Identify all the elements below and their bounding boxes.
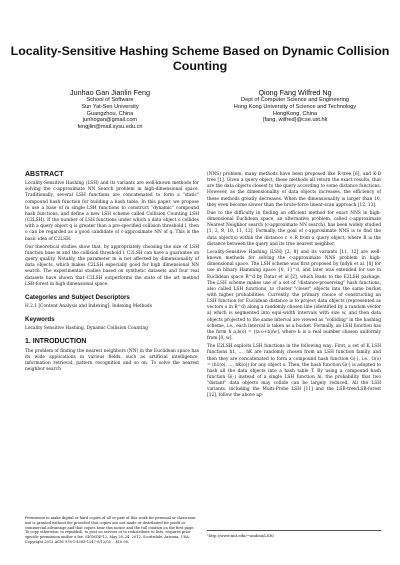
paper-title: Locality-Sensitive Hashing Scheme Based on Dynamic Collision Counting (10, 44, 390, 73)
right-column (207, 172, 381, 402)
footnote: ¹http://www.mit.edu/~andoni/LSH/ (207, 530, 381, 538)
author-email: junhogan@gmail.com (82, 117, 138, 124)
author-affil: Sun Yat-Sen University (81, 103, 139, 110)
author-names: Qiong Fang Wilfred Ng (258, 88, 332, 97)
author-email: fengjlin@mail.sysu.edu.cn (77, 124, 143, 131)
left-column (25, 172, 199, 375)
author-affil: Guangzhou, China (86, 110, 134, 117)
introduction-heading: 1. INTRODUCTION (25, 338, 87, 346)
author-block-1 (30, 88, 190, 131)
body-paragraph: The E2LSH exploits LSH functions in the following way: First, a set of K LSH functions h1, ..., hK are randomly chosen from an LSH function family, and then they are concatenated to form a compound hash function G(·), i.e., G(o) = (h1(o), ..., hK(o)) for any object o. Then, the hash function G(·) is adopted to hash all the data objects into a hash table T. By using a compound hash function G(·) instead of a single LSH function hi, the probability that two "distant" data objects may collide can be largely reduced. All the LSH variants, including the Multi-Probe LSH [11] and the LSB-tree/LSB-forest [12], follow the above ap- (207, 344, 381, 399)
introduction-text: The problem of finding the nearest neighbors (NN) in the Euclidean space has its wide applications in various fields, such as artificial intelligence, information retrieval, pattern recognition and so on. To solve the nearest neighbor search (25, 348, 199, 373)
author-affil: Dept of Computer Science and Engineering (241, 97, 349, 103)
permission-notice: Permission to make digital or hard copies of all or part of this work for personal or classroom use is granted without fee provided that copies are not made or distributed for profit or commercial advantage and that copies bear this notice and the full citation on the first page. To copy otherwise, to republish, to post on servers or to redistribute to lists, requires prior specific permission and/or a fee. SIGMOD'12, May 20–24, 2012, Scottsdale, Arizona, USA. Copyright 2012 ACM 978-1-4503-1247-9/12/05 ...$10.00. (25, 516, 196, 544)
author-affil: Hong Kong University of Science and Technology (233, 103, 357, 110)
keywords-text: Locality Sensitive Hashing, Dynamic Collision Counting (25, 326, 148, 332)
abstract-text: Locality-Sensitive Hashing (LSH) and its variants are well-known methods for solving the c-approximate NN Search problem in high-dimensional space. Traditionally, several LSH functions are concatenated to form a "static" compound hash function for building a hash table. In this paper, we propose to use a base of m single LSH functions to construct "dynamic" compound hash functions, and define a new LSH scheme called Collision Counting LSH (C2LSH). If the number of LSH functions under which a data object o collides with a query object q is greater than a pre-specified collision threshold l, then o can be regarded as a good candidate of c-approximate NN of q. This is the basic idea of C2LSH. (25, 181, 199, 242)
abstract-text-2: Our theoretical studies show that, by appropriately choosing the size of LSH function base m and the collision threshold l, C2LSH can have a guarantee on query quality. Notably, the parameter m is not affected by dimensionality of data objects, which makes C2LSH especially good for high dimensional NN search. The experimental studies based on synthetic datasets and four real datasets have shown that C2LSH outperforms the state of the art method LSB-forest in high dimensional space. (25, 244, 199, 287)
categories-heading: Categories and Subject Descriptors (25, 293, 130, 301)
author-affil: HongKong, China (272, 110, 318, 117)
keywords-heading: Keywords (25, 316, 55, 324)
author-block-2 (205, 88, 385, 124)
author-names: Junhao Gan Jianlin Feng (70, 88, 150, 97)
author-email: {fang, wilfred}@cse.ust.hk (262, 117, 328, 124)
body-paragraph: Locality-Sensitive Hashing (LSH) [2, 8] and its variants [11, 12] are well-known methods for solving the c-approximate NNS problem in high-dimensional space. The LSH scheme was first proposed by Indyk et al. [8] for use in binary Hamming space {0, 1}^d, and later was extended for use in Euclidean space R^d by Datar et al [2], which leads to the E2LSH package. The LSH scheme makes use of a set of "distance-preserving" hash functions, also called LSH functions, to cluster "closer" objects into the same bucket with higher probabilities. Currently, the primary choice of constructing an LSH function for Euclidean distance is to project data objects (represented as vectors o in R^d) along a randomly chosen line (identified by a random vector a) which is segmented into equi-width intervals with size w, and then data objects projected to the same interval are viewed as "colliding" in the hashing scheme, i.e., each interval is taken as a bucket. Formally, an LSH function has the form h_a,b(o) = ⌊(a·o+b)/w⌋, where b is a real number chosen uniformly from [0, w]. (207, 249, 381, 342)
body-paragraph: Due to the difficulty in finding an efficient method for exact NNS in high-dimensional Euclidean space, an alternative problem, called c-approximate Nearest Neighbor search (c-approximate NN search), has been widely studied [1, 2, 8, 10, 11, 12]. Formally, the goal of c-approximate NNS is to find the data object(s) within the distance c × R from a query object, where R is the distance between the query and its true nearest neighbor. (207, 210, 381, 247)
author-affil: School of Software (86, 97, 134, 103)
abstract-heading: ABSTRACT (25, 171, 64, 178)
categories-text: H.2.1 [Content Analysis and Indexing]: Indexing Methods (25, 303, 152, 309)
body-paragraph: (NNS) problem, many methods have been proposed like R-tree [6], and K-D tree [1]. Given a query object, these methods all return the exact results, that are the data objects closest to the query according to some distance functions. However, as the dimensionality of data objects increases, the efficiency of these methods greatly decreases. When the dimensionality is larger than 10, they even become slower than the brute-force linear-scan approach [12, 13]. (207, 172, 381, 208)
